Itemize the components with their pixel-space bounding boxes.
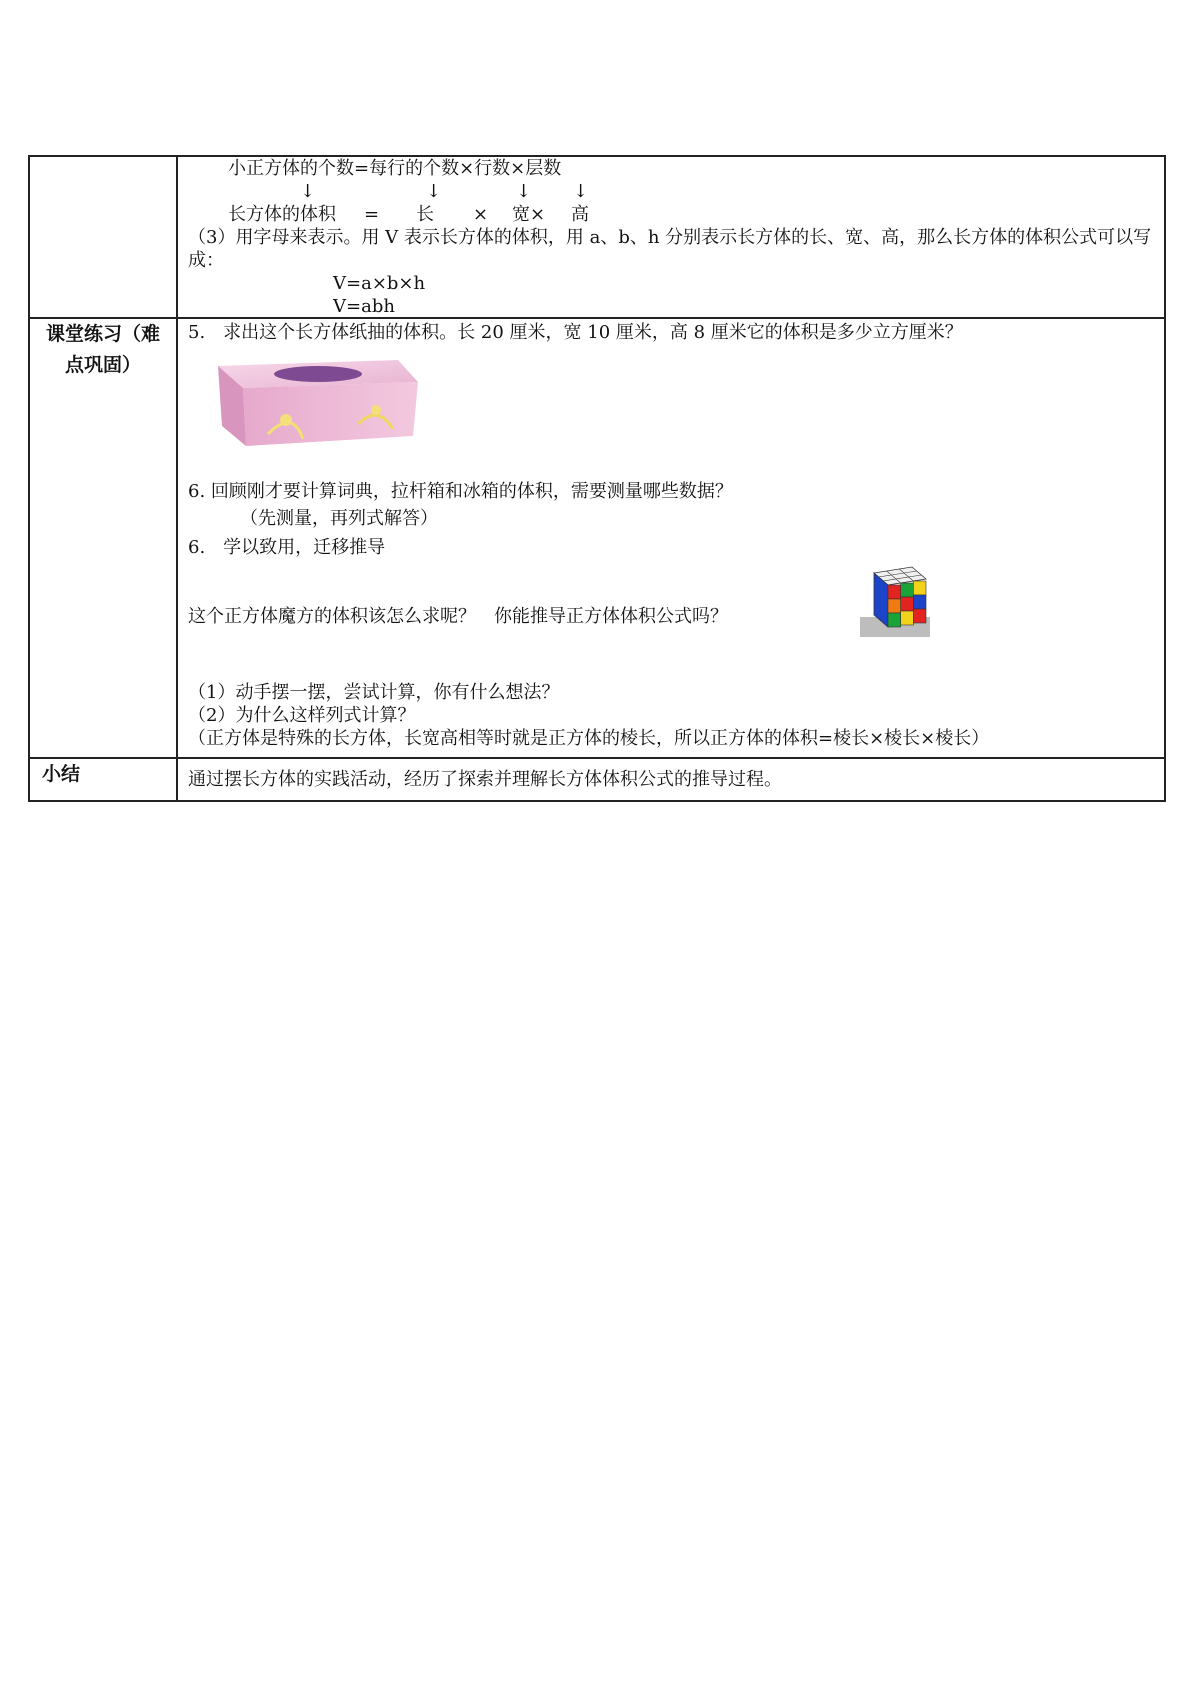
formula-height-term: 高 [571,204,589,225]
row-label-summary: 小结 [29,758,177,801]
question-5-text: 5. 求出这个长方体纸抽的体积。长 20 厘米，宽 10 厘米，高 8 厘米它的体积是多少立方厘米？ [188,322,963,343]
table-row-practice [29,318,1165,758]
step-1-text: （1）动手摆一摆，尝试计算，你有什么想法？ [188,682,560,703]
formula-volume-term: 长方体的体积 [228,204,336,225]
summary-cell [177,758,1165,801]
question-6-text: 6. 回顾刚才要计算词典，拉杆箱和冰箱的体积，需要测量哪些数据？ [188,481,733,502]
letter-formula-description: （3）用字母来表示。用 V 表示长方体的体积，用 a、b、h 分别表示长方体的长、宽、高，那么长方体的体积公式可以写成： [188,227,1152,271]
row-label-empty [29,156,177,318]
table-row-formula [29,156,1165,318]
practice-cell [177,318,1165,758]
formula-times: × [473,204,489,225]
formula-compact: V=abh [333,296,395,317]
step-3-text: （正方体是特殊的长方体，长宽高相等时就是正方体的棱长，所以正方体的体积=棱长×棱长×棱长） [188,728,990,749]
cube-question-text: 这个正方体魔方的体积该怎么求呢？ 你能推导正方体体积公式吗？ [188,606,728,627]
step-2-text: （2）为什么这样列式计算？ [188,705,416,726]
down-arrow-icon: ↓ [516,181,532,202]
arrow-row [188,180,1156,203]
formula-width-term: 宽× [512,204,546,225]
down-arrow-icon: ↓ [573,181,589,202]
formula-expanded: V=a×b×h [333,273,426,294]
lesson-plan-table [28,155,1166,802]
tissue-box-image [208,354,428,454]
down-arrow-icon: ↓ [426,181,442,202]
summary-text: 通过摆长方体的实践活动，经历了探索并理解长方体体积公式的推导过程。 [188,769,782,790]
down-arrow-icon: ↓ [300,181,316,202]
lesson-plan-sheet [28,155,1166,802]
formula-cell [177,156,1165,318]
table-row-summary [29,758,1165,801]
question-6b-text: 6. 学以致用，迁移推导 [188,537,386,558]
volume-formula-line [188,203,1156,226]
rubiks-cube-image [860,565,936,641]
formula-equals: = [364,204,380,225]
question-6-hint: （先测量，再列式解答） [240,508,438,529]
count-formula-text: 小正方体的个数=每行的个数×行数×层数 [228,158,562,179]
formula-length-term: 长 [416,204,434,225]
cube-question-line [188,565,1156,645]
row-label-practice: 课堂练习（难点巩固） [29,318,177,758]
